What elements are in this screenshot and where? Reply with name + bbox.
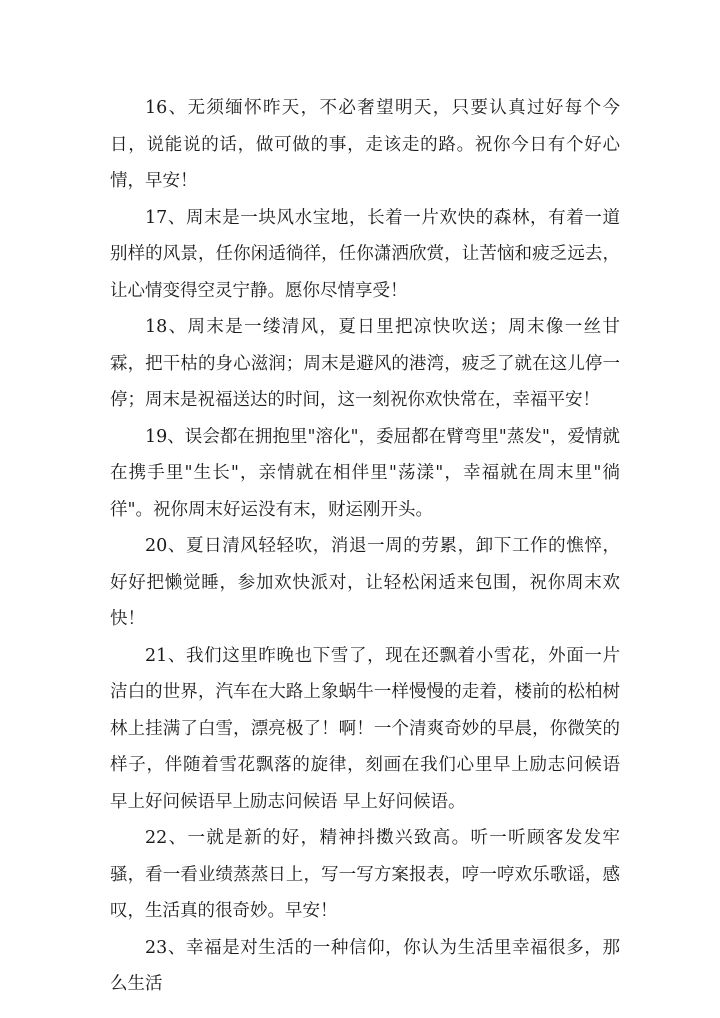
paragraph-19: 19、误会都在拥抱里"溶化"，委屈都在臂弯里"蒸发"，爱情就在携手里"生长"，亲情就在相伴里"荡漾"，幸福就在周末里"徜徉"。祝你周末好运没有末，财运刚开头。 bbox=[110, 426, 620, 520]
paragraph-18: 18、周末是一缕清风，夏日里把凉快吹送；周末像一丝甘霖，把干枯的身心滋润；周末是避风的港湾，疲乏了就在这儿停一停；周末是祝福送达的时间，这一刻祝你欢快常在，幸福平安！ bbox=[110, 317, 620, 410]
paragraph-21: 21、我们这里昨晚也下雪了，现在还飘着小雪花，外面一片洁白的世界，汽车在大路上象蜗牛一样慢慢的走着，楼前的松柏树林上挂满了白雪，漂亮极了！啊！一个清爽奇妙的早晨，你微笑的样子，伴随着雪花飘落的旋律，刻画在我们心里早上励志问候语 早上好问候语早上励志问候语 早上好问候语。 bbox=[110, 645, 620, 812]
document-page bbox=[110, 90, 620, 1003]
paragraph-17: 17、周末是一块风水宝地，长着一片欢快的森林，有着一道别样的风景，任你闲适徜徉，任你潇洒欣赏，让苦恼和疲乏远去，让心情变得空灵宁静。愿你尽情享受！ bbox=[110, 207, 620, 301]
paragraph-23: 23、幸福是对生活的一种信仰，你认为生活里幸福很多，那么生活 bbox=[110, 937, 620, 994]
paragraph-22: 22、一就是新的好，精神抖擞兴致高。听一听顾客发发牢骚，看一看业绩蒸蒸日上，写一写方案报表，哼一哼欢乐歌谣，感叹，生活真的很奇妙。早安！ bbox=[110, 828, 620, 921]
paragraph-16: 16、无须缅怀昨天，不必奢望明天，只要认真过好每个今日，说能说的话，做可做的事，走该走的路。祝你今日有个好心情，早安！ bbox=[110, 98, 620, 191]
paragraph-20: 20、夏日清风轻轻吹，消退一周的劳累，卸下工作的憔悴，好好把懒觉睡，参加欢快派对，让轻松闲适来包围，祝你周末欢快！ bbox=[110, 536, 620, 629]
